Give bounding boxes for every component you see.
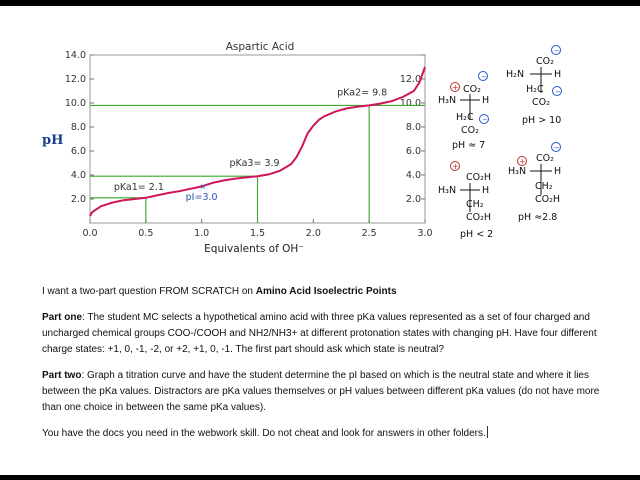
svg-text:−: − — [555, 88, 561, 96]
x-tick-label: 0.0 — [82, 228, 98, 239]
structure-zwitterion-ph7 — [438, 72, 489, 152]
axis-ticks — [65, 50, 433, 239]
svg-text:CO₂: CO₂ — [463, 84, 481, 95]
svg-text:CO₂: CO₂ — [536, 153, 554, 164]
svg-text:−: − — [482, 116, 488, 124]
pka-label: pKa2= 9.8 — [337, 87, 388, 99]
svg-text:CO₂H: CO₂H — [466, 212, 492, 223]
svg-text:H₃N: H₃N — [508, 166, 527, 177]
x-tick-label: 2.5 — [361, 228, 377, 239]
ph-label-2: pH > 10 — [522, 115, 562, 126]
part-two-label: Part two — [42, 370, 82, 381]
y-tick-label: 8.0 — [70, 122, 86, 133]
svg-text:+: + — [452, 83, 459, 92]
svg-text:CO₂H: CO₂H — [466, 172, 492, 183]
svg-text:H₂C: H₂C — [526, 84, 544, 95]
y-tick-label-right: 4.0 — [405, 170, 421, 181]
structure-ph-above-10 — [506, 46, 562, 127]
svg-text:−: − — [554, 144, 560, 152]
svg-text:H: H — [554, 69, 562, 80]
y-axis-label: pH — [42, 133, 64, 148]
pka-labels — [114, 87, 387, 203]
ph-label-3: pH < 2 — [460, 229, 494, 240]
svg-text:CO₂: CO₂ — [461, 125, 479, 136]
svg-text:−: − — [554, 47, 560, 55]
structure-ph-below-2 — [438, 162, 493, 241]
x-tick-label: 0.5 — [138, 228, 154, 239]
svg-text:CO₂: CO₂ — [532, 97, 550, 108]
svg-text:H₂C: H₂C — [456, 112, 474, 123]
y-tick-label-right: 8.0 — [405, 122, 421, 133]
svg-text:H₂N: H₂N — [506, 69, 525, 80]
svg-text:CH₂: CH₂ — [466, 199, 484, 210]
x-tick-label: 1.0 — [194, 228, 210, 239]
y-tick-label: 14.0 — [64, 50, 86, 61]
y-tick-label-right: 2.0 — [405, 194, 421, 205]
svg-text:H: H — [482, 185, 490, 196]
y-tick-label: 6.0 — [70, 146, 86, 157]
y-tick-label: 2.0 — [70, 194, 86, 205]
document-page — [0, 6, 640, 475]
pi-marker: × — [199, 182, 207, 191]
svg-text:CH₂: CH₂ — [535, 181, 553, 192]
pi-label: pI=3.0 — [185, 192, 218, 203]
pka-label: pKa1= 2.1 — [113, 181, 164, 193]
y-tick-label-right: 12.0 — [399, 74, 421, 85]
y-tick-label: 10.0 — [64, 98, 86, 109]
svg-text:CO₂: CO₂ — [536, 56, 554, 67]
svg-text:+: + — [452, 162, 459, 171]
closing-line: You have the docs you need in the webwork skill. Do not cheat and look for answers in other folders. — [42, 428, 486, 439]
chart-title: Aspartic Acid — [225, 41, 295, 53]
y-tick-label-right: 6.0 — [405, 146, 421, 157]
titration-figure — [38, 30, 638, 260]
y-tick-label: 12.0 — [64, 74, 86, 85]
svg-text:H₃N: H₃N — [438, 185, 457, 196]
y-tick-label: 4.0 — [70, 170, 86, 181]
prompt-text — [42, 284, 612, 452]
intro-topic: Amino Acid Isoelectric Points — [255, 286, 397, 297]
part-one-label: Part one — [42, 312, 83, 323]
structure-ph-2-8 — [508, 143, 561, 224]
x-axis-label: Equivalents of OH⁻ — [204, 243, 304, 255]
x-tick-label: 2.0 — [305, 228, 321, 239]
svg-text:CO₂H: CO₂H — [535, 194, 561, 205]
svg-text:H: H — [554, 166, 562, 177]
intro-line: I want a two-part question FROM SCRATCH on Amino Acid Isoelectric Points — [42, 286, 397, 297]
svg-text:+: + — [519, 157, 526, 166]
pka-label: pKa3= 3.9 — [229, 158, 280, 170]
text-cursor — [487, 426, 488, 438]
svg-text:H₃N: H₃N — [438, 95, 457, 106]
x-tick-label: 3.0 — [417, 228, 433, 239]
part-one-paragraph: Part one: The student MC selects a hypothetical amino acid with three pKa values represented as a set of four charged and uncharged chemical groups COO-/COOH and NH2/NH3+ at different protonation states with changing pH. Have four different charge states: +1, 0, -1, -2, or +2, +1, 0, -1. The first part should ask which state is neutral? — [42, 312, 597, 355]
x-tick-label: 1.5 — [249, 228, 266, 239]
ph-label-4: pH ≈2.8 — [518, 212, 558, 223]
part-two-paragraph: Part two: Graph a titration curve and have the student determine the pI based on which is the neutral state and where it lies between the pKa values. Distractors are pKa values themselves or pH values between different pKa values (do not have more than one choice in between the same pKa values). — [42, 370, 600, 413]
y-tick-label-right: 10.0 — [399, 98, 421, 109]
ph-label-1: pH ≈ 7 — [452, 140, 486, 151]
svg-text:−: − — [481, 73, 487, 81]
svg-text:H: H — [482, 95, 490, 106]
